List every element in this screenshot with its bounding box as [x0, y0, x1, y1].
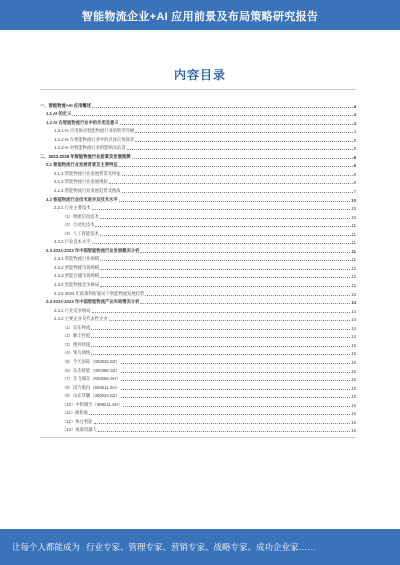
- toc-dot-leader: [121, 363, 350, 364]
- toc-entry[interactable]: [40, 365, 356, 374]
- toc-dot-leader: [109, 183, 353, 184]
- toc-entry[interactable]: [40, 168, 356, 177]
- toc-entry-text: 2.3.4 智能物流竞争格局: [54, 282, 100, 288]
- toc-entry-text: 2.1.1 智能物流行业发展背景及特征: [54, 170, 121, 176]
- footer-lead: 让每个人都能成为: [12, 542, 81, 552]
- toc-dot-leader: [92, 243, 351, 244]
- toc-entry[interactable]: [40, 143, 356, 152]
- toc-page-number: 14: [351, 317, 356, 323]
- toc-entry-text: （1）京东物流: [62, 324, 91, 330]
- toc-entry[interactable]: [40, 322, 356, 331]
- toc-entry[interactable]: [40, 339, 356, 348]
- toc-entry-text: 2.3.5 2023 年政策利好驱动下智能物流发展趋势: [54, 290, 145, 296]
- toc-entry[interactable]: [40, 279, 356, 288]
- toc-dot-leader: [92, 312, 351, 313]
- toc-page-number: 15: [351, 368, 356, 374]
- toc-page-number: 11: [351, 231, 356, 237]
- toc-page-number: 12: [351, 265, 356, 271]
- toc-entry[interactable]: [40, 245, 356, 254]
- toc-page-number: 5: [353, 146, 356, 152]
- toc-page-number: 16: [351, 411, 356, 417]
- toc-entry-text: 2.1 智能物流行业发展背景及主要特征: [46, 162, 118, 168]
- toc-bottom-rule: [40, 437, 356, 438]
- page-header: [0, 0, 400, 30]
- toc-page-number: 15: [351, 377, 356, 383]
- toc-entry[interactable]: [40, 391, 356, 400]
- toc-entry[interactable]: [40, 220, 356, 229]
- toc-page-number: 16: [351, 428, 356, 434]
- toc-dot-leader: [121, 372, 350, 373]
- toc-page-number: 4: [353, 129, 356, 135]
- toc-entry[interactable]: [40, 254, 356, 263]
- toc-page-number: 4: [353, 103, 356, 109]
- toc-page-number: 15: [351, 359, 356, 365]
- toc-entry-text: （8）诺力股份（603611.SH）: [62, 384, 120, 390]
- toc-entry[interactable]: [40, 100, 356, 109]
- toc-entry-text: 1.2.1 AI 应用推动智能物流行业的转型升级: [54, 128, 135, 134]
- toc-title: 内容目录: [173, 68, 226, 82]
- page-footer: [0, 529, 400, 565]
- toc-page-number: 15: [351, 351, 356, 357]
- toc-dot-leader: [91, 337, 350, 338]
- toc-dot-leader: [135, 141, 352, 142]
- toc-page-number: 14: [351, 325, 356, 331]
- toc-page-number: 7: [353, 189, 356, 195]
- toc-dot-leader: [145, 295, 350, 296]
- toc-entry-text: 1.2.3 AI 对智能物流行业的影响及前景: [54, 145, 126, 151]
- toc-entry[interactable]: [40, 185, 356, 194]
- toc-entry[interactable]: [40, 356, 356, 365]
- toc-entry-text: （5）今天国际（300532.SZ）: [62, 358, 120, 364]
- toc-page-number: 13: [351, 291, 356, 297]
- toc-dot-leader: [92, 107, 353, 108]
- toc-page-number: 16: [351, 419, 356, 425]
- toc-page-number: 14: [351, 308, 356, 314]
- toc-dot-leader: [89, 414, 350, 415]
- toc-page-number: 15: [351, 342, 356, 348]
- toc-dot-leader: [121, 380, 350, 381]
- toc-entry[interactable]: [40, 117, 356, 126]
- toc-entry-text: （3）德邦快递: [62, 341, 91, 347]
- toc-entry-text: （2）自动化技术: [62, 222, 95, 228]
- toc-entry-text: 二、2023-2028 年智能物流行业前景及发展预测: [40, 153, 131, 159]
- toc-entry-text: （9）山东华鹏（300024.SZ）: [62, 393, 120, 399]
- toc-entry-text: 1.2 AI 在智能物流行业中的作用及意义: [46, 119, 119, 125]
- toc-page-number: 6: [353, 171, 356, 177]
- toc-dot-leader: [91, 329, 350, 330]
- table-of-contents: [40, 100, 356, 433]
- toc-entry-text: 2.4 2022-2023 年中国智能物流产业布局情况分析: [46, 299, 140, 305]
- toc-entry[interactable]: [40, 203, 356, 212]
- toc-dot-leader: [121, 389, 350, 390]
- toc-entry[interactable]: [40, 399, 356, 408]
- toc-entry[interactable]: [40, 297, 356, 306]
- toc-page-number: 6: [353, 180, 356, 186]
- toc-top-rule: [40, 89, 356, 90]
- toc-entry[interactable]: [40, 348, 356, 357]
- toc-entry[interactable]: [40, 151, 356, 160]
- toc-entry-text: 2.3.2 智能物流市场规模: [54, 264, 100, 270]
- toc-entry-text: （11）极智嘉: [62, 410, 88, 416]
- toc-dot-leader: [92, 209, 351, 210]
- toc-dot-leader: [140, 303, 350, 304]
- toc-entry-text: （12）快仓智能: [62, 418, 93, 424]
- toc-entry[interactable]: [40, 194, 356, 203]
- toc-entry-text: 2.2.1 行业主要技术: [54, 205, 91, 211]
- toc-entry-text: （3）人工智能技术: [62, 230, 99, 236]
- toc-page-number: 15: [351, 385, 356, 391]
- toc-page-number: 12: [351, 274, 356, 280]
- toc-dot-leader: [140, 252, 350, 253]
- toc-entry[interactable]: [40, 331, 356, 340]
- toc-entry-text: 2.4.1 行业竞争格局: [54, 307, 91, 313]
- toc-dot-leader: [132, 158, 353, 159]
- toc-dot-leader: [123, 406, 350, 407]
- report-title: 智能物流企业+AI 应用前景及布局策略研究报告: [81, 11, 319, 23]
- toc-entry[interactable]: [40, 160, 356, 169]
- toc-dot-leader: [91, 354, 350, 355]
- toc-entry-text: （10）中科微至（688211.SH）: [62, 401, 123, 407]
- toc-dot-leader: [122, 175, 353, 176]
- toc-page-number: 6: [353, 154, 356, 160]
- toc-dot-leader: [100, 235, 351, 236]
- toc-dot-leader: [127, 149, 353, 150]
- footer-roles: 行业专家、管理专家、营销专家、战略专家、成功企业家……: [86, 542, 316, 552]
- toc-page-number: 4: [353, 112, 356, 118]
- toc-dot-leader: [109, 320, 351, 321]
- toc-entry-text: （7）音飞储存（603066.SH）: [62, 376, 121, 382]
- footer-slogan: [12, 541, 316, 553]
- toc-dot-leader: [98, 431, 350, 432]
- toc-entry-text: 2.3.3 智能仓储市场规模: [54, 273, 100, 279]
- toc-entry-text: （13）海康机器人: [62, 427, 97, 433]
- toc-dot-leader: [100, 260, 350, 261]
- toc-dot-leader: [119, 201, 351, 202]
- toc-dot-leader: [72, 115, 352, 116]
- toc-entry-text: 2.4.2 主要企业及代表性企业: [54, 316, 108, 322]
- toc-entry[interactable]: [40, 177, 356, 186]
- toc-dot-leader: [120, 124, 353, 125]
- toc-dot-leader: [100, 286, 350, 287]
- toc-entry-text: 1.2.2 AI 在智能物流行业中的具体应用场景: [54, 136, 135, 142]
- toc-entry[interactable]: [40, 408, 356, 417]
- toc-page-number: 6: [353, 163, 356, 169]
- toc-page-number: 15: [351, 394, 356, 400]
- toc-entry-text: （2）顺丰控股: [62, 333, 91, 339]
- toc-entry-text: 一、智能物流+AI 应用概述: [40, 102, 91, 108]
- toc-entry[interactable]: [40, 237, 356, 246]
- toc-entry[interactable]: [40, 271, 356, 280]
- toc-dot-leader: [95, 226, 350, 227]
- toc-entry[interactable]: [40, 305, 356, 314]
- toc-page-number: 16: [351, 402, 356, 408]
- toc-dot-leader: [100, 218, 350, 219]
- toc-dot-leader: [119, 166, 353, 167]
- toc-entry-text: 2.1.2 智能物流行业发展现状: [54, 179, 108, 185]
- toc-page-number: 12: [351, 283, 356, 289]
- toc-entry[interactable]: [40, 228, 356, 237]
- toc-entry[interactable]: [40, 416, 356, 425]
- toc-page-number: 10: [351, 214, 356, 220]
- toc-entry-text: 2.3 2022-2023 年中国智能物流行业发展概况分析: [46, 247, 140, 253]
- toc-entry-text: 2.2.2 行业技术水平: [54, 239, 91, 245]
- toc-page-number: 11: [351, 257, 356, 263]
- toc-entry[interactable]: [40, 288, 356, 297]
- toc-page-number: 5: [353, 137, 356, 143]
- toc-dot-leader: [100, 277, 350, 278]
- toc-entry[interactable]: [40, 109, 356, 118]
- toc-entry-text: （6）东杰智能（300486.SZ）: [62, 367, 120, 373]
- toc-dot-leader: [100, 269, 350, 270]
- toc-page-number: 10: [351, 197, 356, 203]
- toc-dot-leader: [121, 397, 350, 398]
- toc-page-number: 10: [351, 206, 356, 212]
- toc-entry-text: 2.1.3 智能物流行业发展趋势及挑战: [54, 188, 121, 194]
- toc-entry-text: 2.3.1 智能物流行业规模: [54, 256, 100, 262]
- toc-entry-text: 1.1 AI 的定义: [46, 111, 72, 117]
- toc-page-number: 4: [353, 120, 356, 126]
- toc-dot-leader: [91, 346, 350, 347]
- toc-entry[interactable]: [40, 425, 356, 434]
- toc-dot-leader: [135, 132, 352, 133]
- toc-entry-text: （1）物流信息技术: [62, 213, 99, 219]
- toc-page-number: 11: [351, 240, 356, 246]
- toc-entry[interactable]: [40, 211, 356, 220]
- toc-entry[interactable]: [40, 126, 356, 135]
- toc-dot-leader: [122, 192, 353, 193]
- toc-entry[interactable]: [40, 382, 356, 391]
- toc-page-number: 11: [351, 248, 356, 254]
- toc-dot-leader: [94, 423, 351, 424]
- toc-entry[interactable]: [40, 134, 356, 143]
- toc-entry-text: （4）菜鸟网络: [62, 350, 91, 356]
- toc-page-number: 11: [351, 223, 356, 229]
- toc-entry[interactable]: [40, 374, 356, 383]
- toc-entry-text: 2.2 智能物流行业技术进步及技术水平: [46, 196, 118, 202]
- toc-page-number: 14: [351, 300, 356, 306]
- toc-page-number: 14: [351, 334, 356, 340]
- toc-entry[interactable]: [40, 314, 356, 323]
- toc-entry[interactable]: [40, 262, 356, 271]
